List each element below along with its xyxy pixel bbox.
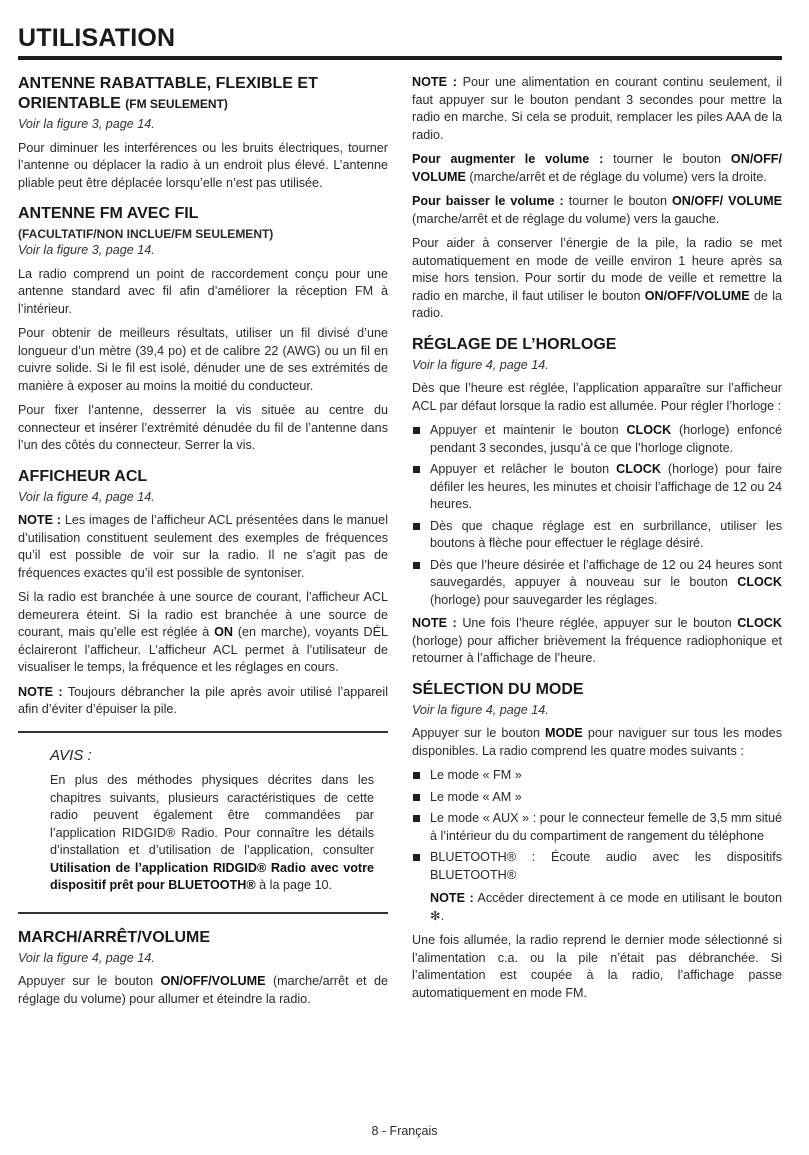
section-heading: ANTENNE RABATTABLE, FLEXIBLE ET ORIENTABLE (FM SEULEMENT): [18, 75, 318, 112]
section-mode: [412, 680, 782, 1003]
note-paragraph: NOTE : Pour une alimentation en courant continu seulement, il faut appuyer sur le bouton pendant 3 secondes pour mettre la radio en marche. Si cela se produit, remplacer les piles AAA de la radio.: [412, 75, 782, 142]
figure-reference: Voir la figure 4, page 14.: [18, 950, 155, 965]
list-item: Appuyer et relâcher le bouton CLOCK (horloge) pour faire défiler les heures, les minutes et choisir l’affichage de 12 ou 24 heures.: [412, 461, 782, 514]
bullet-list: [412, 422, 782, 609]
left-column: [18, 74, 388, 1020]
figure-reference: Voir la figure 4, page 14.: [18, 489, 155, 504]
list-item: Le mode « AUX » : pour le connecteur femelle de 3,5 mm situé à l’intérieur du du compartiment de rangement du téléphone: [412, 810, 782, 845]
note-paragraph: NOTE : Une fois l’heure réglée, appuyer sur le bouton CLOCK (horloge) pour afficher brièvement la fréquence radiophonique et retourner à l’affichage de l’heure.: [412, 616, 782, 665]
paragraph: Pour baisser le volume : tourner le bouton ON/OFF/ VOLUME (marche/arrêt et de réglage du volume) vers la gauche.: [412, 194, 782, 226]
section-fm-wire: [18, 204, 388, 455]
notice-text: En plus des méthodes physiques décrites dans les chapitres suivants, plusieurs caractéristiques de cette radio peuvent également être commandées par l’application RIDGID® Radio. Pour connaître les détails d’installation et d’utilisation de l’application, consulter Utilisation de l’application RIDGID® Radio avec votre dispositif prêt pour BLUETOOTH® à la page 10.: [50, 773, 374, 892]
note-paragraph: NOTE : Toujours débrancher la pile après avoir utilisé l’appareil afin d’éviter d’épuiser la pile.: [18, 684, 388, 716]
section-subheading: (FACULTATIF/NON INCLUE/FM SEULEMENT): [18, 227, 274, 241]
note-paragraph: NOTE : Les images de l’afficheur ACL présentées dans le manuel d’utilisation constituent seulement des exemples de fréquences qu’il est possible de voir sur la radio. Il ne s’agit pas de fréquences exactes qu’il est possible de syntoniser.: [18, 513, 388, 580]
list-item: Le mode « AM »: [412, 789, 782, 807]
paragraph: Pour fixer l’antenne, desserrer la vis située au centre du connecteur et insérer l’extrémité dénudée du fil de l’antenne dans l’un des côtés du connecteur. Serrer la vis.: [18, 403, 388, 452]
section-clock: [412, 335, 782, 668]
notice-box: [18, 731, 388, 914]
section-heading: ANTENNE FM AVEC FIL: [18, 205, 199, 222]
paragraph: Dès que l’heure est réglée, l’application apparaître sur l’afficheur ACL par défaut lorsque la radio est allumée. Pour régler l’horloge :: [412, 381, 782, 413]
section-heading: RÉGLAGE DE L’HORLOGE: [412, 335, 617, 353]
section-power-continued: [412, 74, 782, 323]
section-lcd: [18, 467, 388, 719]
notice-title: AVIS :: [50, 746, 92, 764]
page-footer: 8 - Français: [371, 1124, 438, 1138]
right-column: [412, 74, 782, 1014]
figure-reference: Voir la figure 4, page 14.: [412, 357, 549, 372]
list-item: Le mode « FM »: [412, 767, 782, 785]
list-item: Dès que chaque réglage est en surbrillance, utiliser les boutons à flèche pour effectuer le réglage désiré.: [412, 518, 782, 553]
bullet-list: [412, 767, 782, 884]
note-paragraph: NOTE : Accéder directement à ce mode en utilisant le bouton ✻.: [430, 891, 782, 923]
paragraph: Pour augmenter le volume : tourner le bouton ON/OFF/ VOLUME (marche/arrêt et de réglage du volume) vers la droite.: [412, 152, 782, 184]
section-heading: SÉLECTION DU MODE: [412, 680, 584, 698]
paragraph: Appuyer sur le bouton ON/OFF/VOLUME (marche/arrêt et de réglage du volume) pour allumer et éteindre la radio.: [18, 974, 389, 1006]
section-heading: AFFICHEUR ACL: [18, 467, 148, 485]
paragraph: Pour aider à conserver l’énergie de la pile, la radio se met automatiquement en mode de veille environ 1 heure après sa mise hors tension. Pour sortir du mode de veille et remettre la radio en marche, il faut utiliser le bouton ON/OFF/VOLUME de la radio.: [412, 236, 782, 320]
section-heading: MARCH/ARRÊT/VOLUME: [18, 928, 210, 946]
list-item: Dès que l’heure désirée et l’affichage de 12 ou 24 heures sont sauvegardés, appuyer à nouveau sur le bouton CLOCK (horloge) pour sauvegarder les réglages.: [412, 557, 782, 610]
list-item: Appuyer et maintenir le bouton CLOCK (horloge) enfoncé pendant 3 secondes, jusqu’à ce que l’horloge clignote.: [412, 422, 782, 457]
title-rule: [18, 56, 782, 60]
section-antenna: [18, 74, 388, 192]
paragraph: Appuyer sur le bouton MODE pour naviguer sur tous les modes disponibles. La radio comprend les quatre modes suivants :: [412, 726, 782, 758]
paragraph: La radio comprend un point de raccordement conçu pour une antenne standard avec fil afin d’améliorer la réception FM à l’intérieur.: [18, 266, 388, 316]
page-title: UTILISATION: [18, 24, 176, 52]
paragraph: Si la radio est branchée à une source de courant, l’afficheur ACL demeurera éteint. Si la radio est branchée à une source de courant, mais qu’elle est réglée à ON (en marche), voyants DÉL éclaireront l’afficheur. L’afficheur ACL permet à l’utilisateur de visualiser le temps, la fréquence et les réglages en cours.: [18, 590, 389, 674]
bluetooth-icon: ✻: [430, 908, 441, 923]
list-item: BLUETOOTH® : Écoute audio avec les dispositifs BLUETOOTH®: [412, 849, 782, 884]
paragraph: Une fois allumée, la radio reprend le dernier mode sélectionné si l’alimentation c.a. ou la pile n’était pas débranchée. Si l’alimentation est coupée à la radio, l’affichage passe automatiquement en mode FM.: [412, 933, 782, 1000]
section-power: [18, 928, 388, 1009]
paragraph: Pour obtenir de meilleurs résultats, utiliser un fil divisé d’une longueur d’un mètre (39,4 po) et de calibre 22 (AWG) ou un fil en cuivre solide. Si le fil est isolé, dénuder une de ses extrémités de manière à exposer au moins la moitié du conducteur.: [18, 326, 388, 393]
figure-reference: Voir la figure 3, page 14.: [18, 117, 155, 131]
figure-reference: Voir la figure 4, page 14.: [412, 702, 549, 717]
figure-reference: Voir la figure 3, page 14.: [18, 243, 155, 257]
paragraph: Pour diminuer les interférences ou les bruits électriques, tourner l’antenne ou déplacer la radio à un endroit plus élevé. L’antenne pliable peut être déplacée lorsqu’elle n’est pas utilisée.: [18, 140, 388, 190]
